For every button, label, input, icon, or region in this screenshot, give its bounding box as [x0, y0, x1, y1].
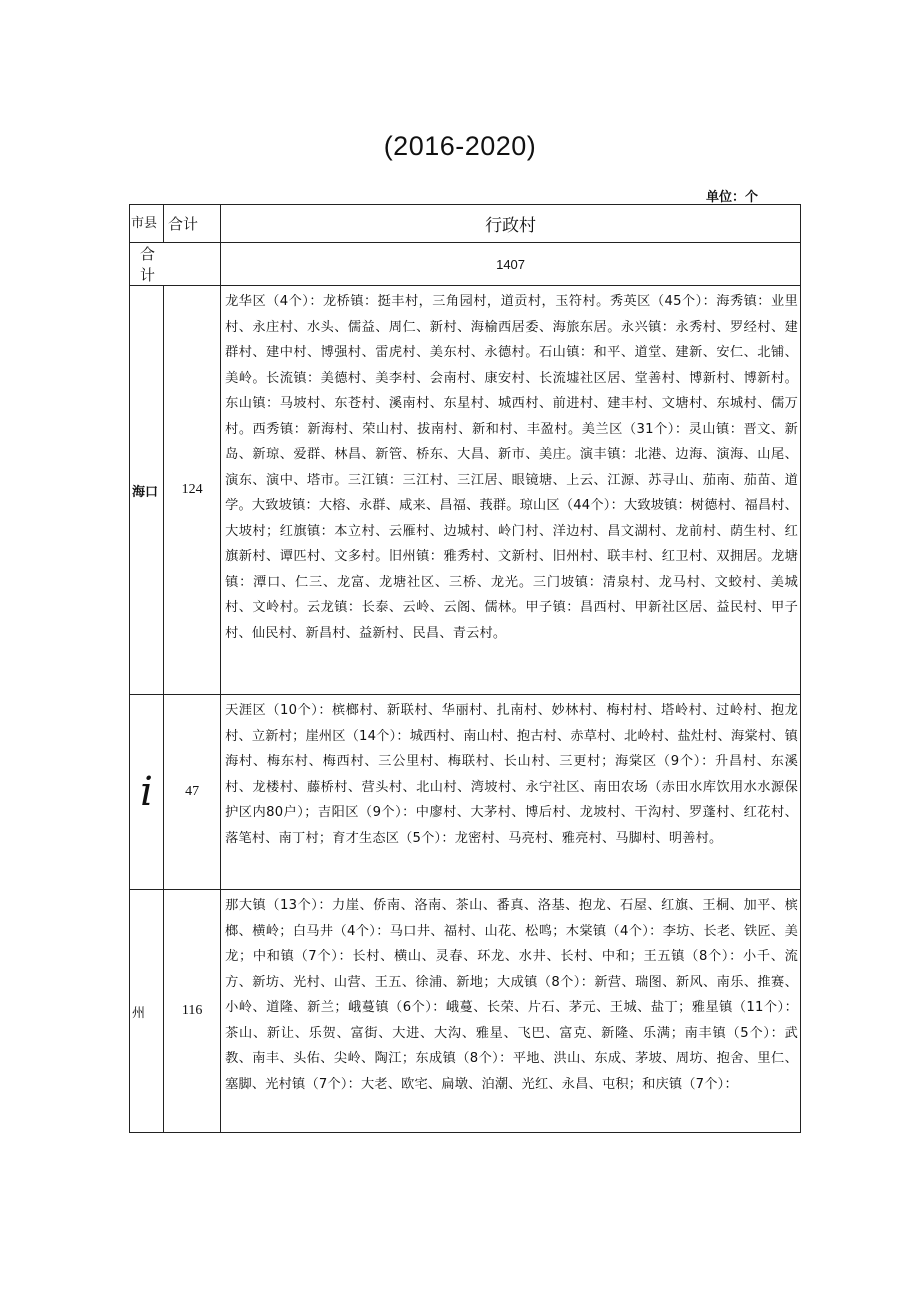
village-count: 116 [164, 890, 221, 1133]
city-name: 海口 [130, 286, 164, 695]
table-header-row [130, 205, 801, 243]
header-city-label: 市县 [131, 216, 158, 231]
unit-label: 单位：个 [706, 190, 759, 205]
city-name: i [130, 695, 164, 890]
village-count: 47 [164, 695, 221, 890]
village-table [129, 204, 801, 1133]
header-city [130, 205, 164, 243]
village-list: 天涯区（10个）：槟榔村、新联村、华丽村、扎南村、妙林村、梅村村、塔岭村、过岭村、抱龙村、立新村；崖州区（14个）：城西村、南山村、抱古村、赤草村、北岭村、盐灶村、海棠村、镇海村、梅东村、梅西村、三公里村、梅联村、长山村、三更村；海棠区（9个）：升昌村、东溪村、龙楼村、藤桥村、营头村、北山村、湾坡村、永宁社区、南田农场（赤田水库饮用水水源保护区内80户）；吉阳区（9个）：中廖村、大茅村、博后村、龙坡村、干沟村、罗蓬村、红花村、落笔村、南丁村；育才生态区（5个）：龙密村、马亮村、雅亮村、马脚村、明善村。 [221, 695, 801, 890]
village-count: 124 [164, 286, 221, 695]
table-row [130, 695, 801, 890]
summary-row [130, 243, 801, 286]
city-name: 州 [130, 890, 164, 1133]
table-row [130, 286, 801, 695]
summary-value: 1407 [221, 243, 801, 286]
header-total: 合计 [164, 205, 221, 243]
table-row [130, 890, 801, 1133]
village-list: 龙华区（4个）：龙桥镇：挺丰村，三角园村，道贡村，玉符村。秀英区（45个）：海秀镇：业里村、永庄村、水头、儒益、周仁、新村、海榆西居委、海旅东居。永兴镇：永秀村、罗经村、建群村、建中村、博强村、雷虎村、美东村、永德村。石山镇：和平、道堂、建新、安仁、北铺、美岭。长流镇：美德村、美李村、会南村、康安村、长流墟社区居、堂善村、博新村、博新村。东山镇：马坡村、东苍村、溪南村、东星村、城西村、前进村、建丰村、文塘村、东城村、儒万村。西秀镇：新海村、荣山村、拔南村、新和村、丰盈村。美兰区（31个）：灵山镇：晋文、新岛、新琼、爱群、林昌、新管、桥东、大昌、新市、美庄。演丰镇：北港、边海、演海、山尾、演东、演中、塔市。三江镇：三江村、三江居、眼镜塘、上云、江源、苏寻山、茄南、茄苗、道学。大致坡镇：大榕、永群、咸来、昌福、莪群。琼山区（44个）：大致坡镇：树德村、福昌村、大坡村；红旗镇：本立村、云雁村、边城村、岭门村、洋边村、昌文湖村、龙前村、荫生村、红旗新村、谭匹村、文多村。旧州镇：雅秀村、文新村、旧州村、联丰村、红卫村、双拥居。龙塘镇：潭口、仁三、龙富、龙塘社区、三桥、龙光。三门坡镇：清泉村、龙马村、文蛟村、美城村、文岭村。云龙镇：长泰、云岭、云阁、儒林。甲子镇：昌西村、甲新社区居、益民村、甲子村、仙民村、新昌村、益新村、民昌、青云村。 [221, 286, 801, 695]
document-title: (2016-2020) [383, 131, 537, 161]
header-villages: 行政村 [221, 205, 801, 243]
summary-label: 合计 [130, 243, 221, 286]
village-list: 那大镇（13个）：力崖、侨南、洛南、茶山、番真、洛基、抱龙、石屋、红旗、王桐、加平、槟榔、横岭；白马井（4个）：马口井、福村、山花、松鸣；木棠镇（4个）：李坊、长老、铁匠、美龙；中和镇（7个）：长村、横山、灵春、环龙、水井、长村、中和；王五镇（8个）：小千、流方、新坊、光村、山营、王五、徐浦、新地；大成镇（8个）：新营、瑞图、新风、南乐、推赛、小岭、道隆、新兰；峨蔓镇（6个）：峨蔓、长荣、片石、茅元、王城、盐丁；雅星镇（11个）：茶山、新让、乐贺、富街、大进、大沟、雅星、飞巴、富克、新隆、乐满；南丰镇（5个）：武教、南丰、头佑、尖岭、陶江；东成镇（8个）：平地、洪山、东成、茅坡、周坊、抱舍、里仁、塞脚、光村镇（7个）：大老、欧宅、扁墩、泊潮、光红、永昌、屯积；和庆镇（7个）： [221, 890, 801, 1133]
